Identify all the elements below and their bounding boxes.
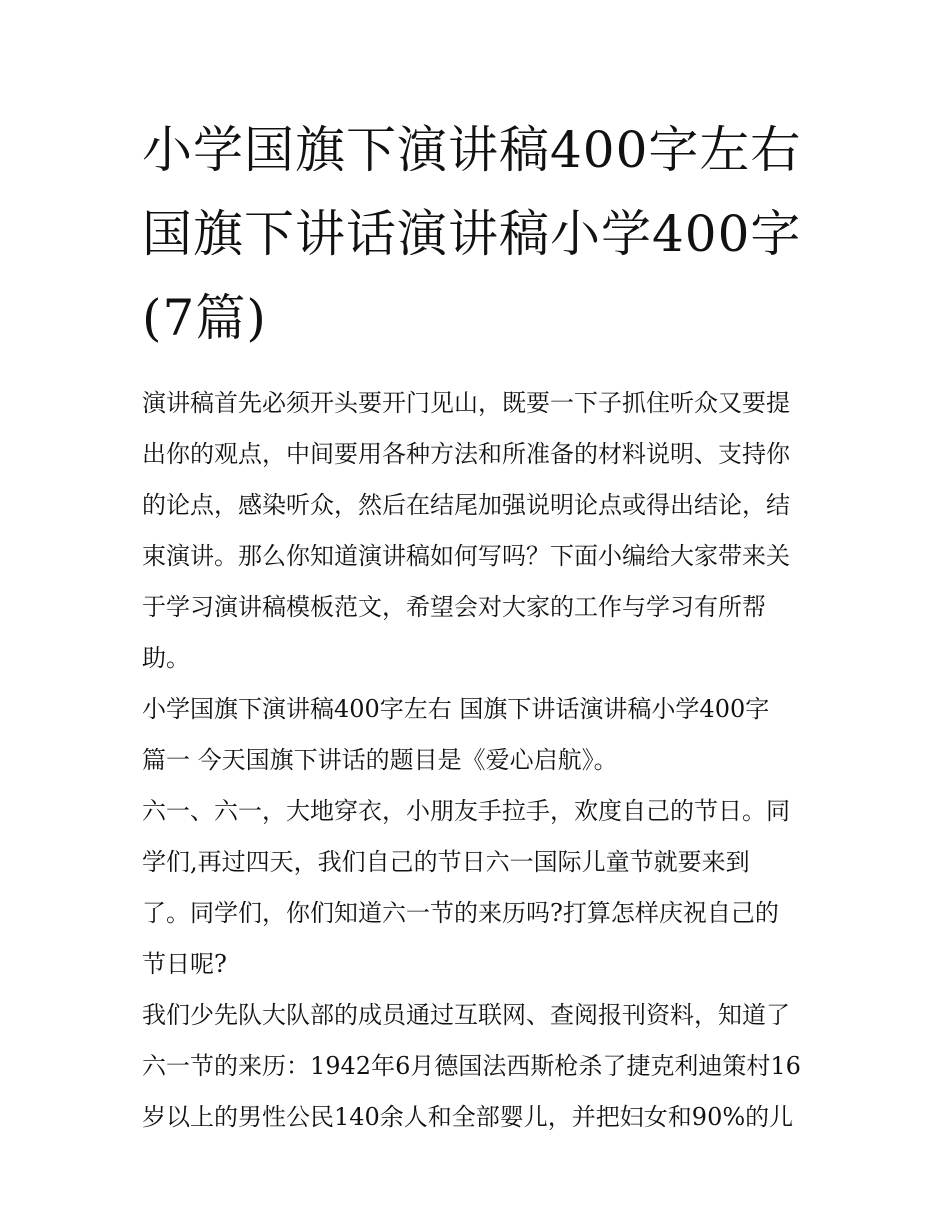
paragraph-line: 了。同学们，你们知道六一节的来历吗?打算怎样庆祝自己的 (142, 899, 779, 927)
document-title (142, 108, 812, 360)
paragraph-line: 六一节的来历：1942年6月德国法西斯枪杀了捷克利迪策村16 (142, 1052, 801, 1080)
body-paragraph (142, 990, 812, 1143)
paragraph-line: 束演讲。那么你知道演讲稿如何写吗？下面小编给大家带来关 (142, 542, 790, 570)
paragraph-line: 助。 (142, 644, 190, 672)
paragraph-line: 学们,再过四天，我们自己的节日六一国际儿童节就要来到 (142, 848, 750, 876)
section-heading-paragraph (142, 684, 812, 786)
paragraph-line: 节日呢? (142, 950, 227, 978)
paragraph-line: 小学国旗下演讲稿400字左右 国旗下讲话演讲稿小学400字 (142, 695, 770, 723)
title-line: 小学国旗下演讲稿400字左右 (142, 121, 802, 179)
paragraph-line: 岁以上的男性公民140余人和全部婴儿，并把妇女和90%的儿 (142, 1103, 794, 1131)
body-paragraph (142, 786, 812, 990)
document-page (142, 108, 812, 1143)
title-line: 国旗下讲话演讲稿小学400字 (142, 205, 802, 263)
intro-paragraph (142, 378, 812, 684)
paragraph-line: 的论点，感染听众，然后在结尾加强说明论点或得出结论，结 (142, 491, 790, 519)
paragraph-line: 演讲稿首先必须开头要开门见山，既要一下子抓住听众又要提 (142, 389, 790, 417)
paragraph-line: 六一、六一，大地穿衣，小朋友手拉手，欢度自己的节日。同 (142, 797, 790, 825)
paragraph-line: 我们少先队大队部的成员通过互联网、查阅报刊资料，知道了 (142, 1001, 790, 1029)
paragraph-line: 出你的观点，中间要用各种方法和所准备的材料说明、支持你 (142, 440, 790, 468)
paragraph-line: 篇一 今天国旗下讲话的题目是《爱心启航》。 (142, 746, 618, 774)
title-line: (7篇) (142, 289, 267, 347)
paragraph-line: 于学习演讲稿模板范文，希望会对大家的工作与学习有所帮 (142, 593, 766, 621)
